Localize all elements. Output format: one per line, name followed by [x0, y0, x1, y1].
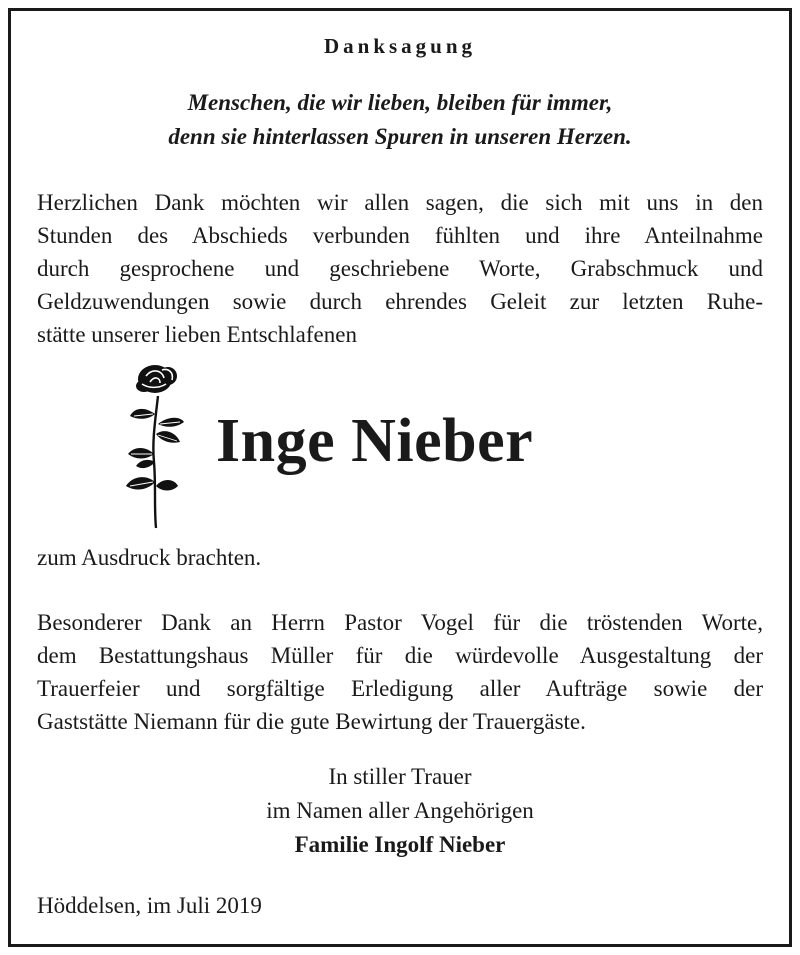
special-thanks-line: Gaststätte Niemann für die gute Bewirtung der Trauergäste. — [37, 709, 586, 734]
thanks-line: stätte unserer lieben Entschlafenen — [37, 322, 357, 347]
thanks-paragraph — [37, 186, 763, 351]
motto-line-2: denn sie hinterlassen Spuren in unseren Herzen. — [168, 124, 632, 149]
thanks-line: Stunden des Abschieds verbunden fühlten und ihre Anteilnahme — [37, 223, 763, 248]
place-date: Höddelsen, im Juli 2019 — [37, 893, 262, 918]
thanks-line: Herzlichen Dank möchten wir allen sagen, die sich mit uns in den — [37, 190, 763, 215]
thanks-line: Geldzuwendungen sowie durch ehrendes Geleit zur letzten Ruhe- — [37, 289, 763, 314]
notice-title: Danksagung — [323, 34, 477, 58]
rose-icon — [122, 362, 192, 532]
special-thanks-line: dem Bestattungshaus Müller für die würdevolle Ausgestaltung der — [37, 643, 763, 668]
thanks-line: durch gesprochene und geschriebene Worte, Grabschmuck und — [37, 256, 763, 281]
signature-relatives: im Namen aller Angehörigen — [266, 798, 534, 823]
motto-line-1: Menschen, die wir lieben, bleiben für immer, — [187, 90, 613, 115]
signature-mourning: In stiller Trauer — [328, 764, 472, 789]
special-thanks-paragraph — [37, 606, 763, 738]
special-thanks-line: Trauerfeier und sorgfältige Erledigung aller Aufträge sowie der — [37, 676, 763, 701]
special-thanks-line: Besonderer Dank an Herrn Pastor Vogel für die tröstenden Worte, — [37, 610, 763, 635]
signature-family: Familie Ingolf Nieber — [294, 832, 506, 857]
continuation-text: zum Ausdruck brachten. — [37, 545, 262, 570]
deceased-name: Inge Nieber — [216, 407, 534, 475]
